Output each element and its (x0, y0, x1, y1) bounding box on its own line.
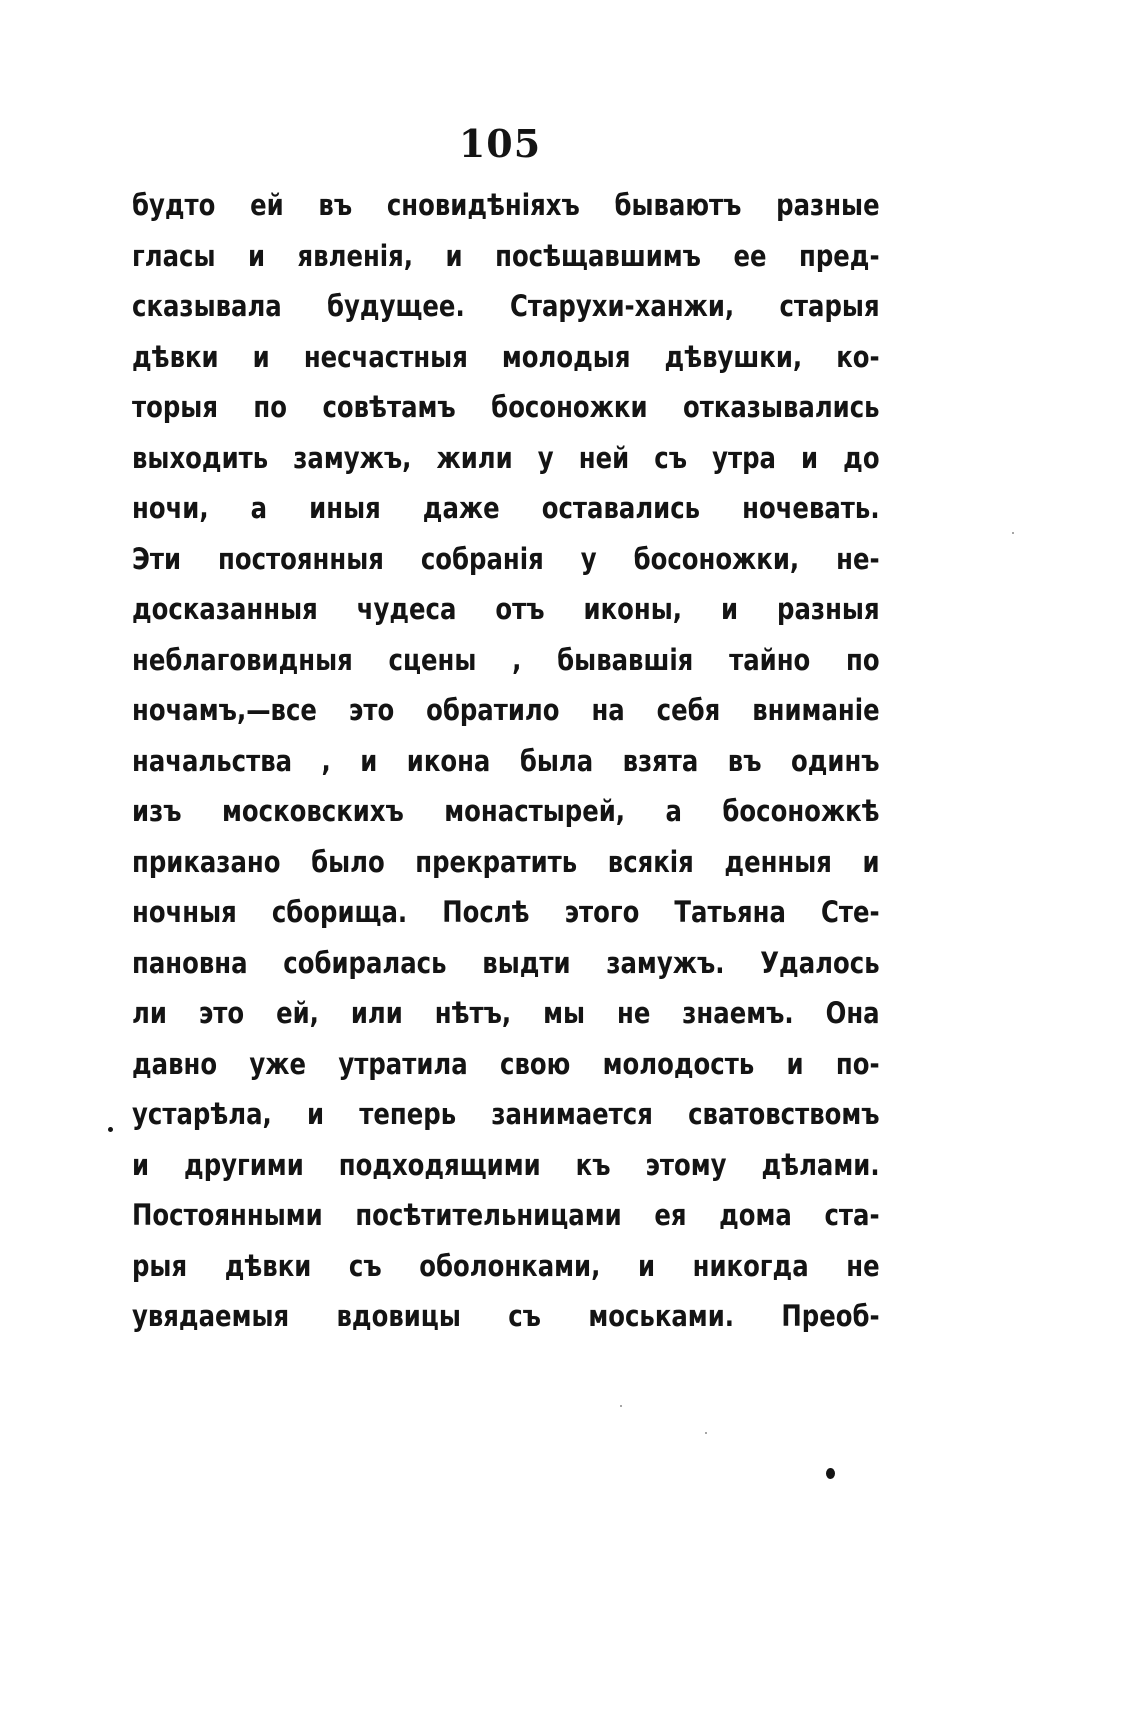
text-line: увядаемыя вдовицы съ моськами. Преоб- (132, 1299, 880, 1333)
text-line: гласы и явленія, и посѣщавшимъ ее пред- (132, 238, 880, 273)
text-line: сказывала будущее. Старухи-ханжи, старыя (132, 289, 880, 323)
text-line: досказанныя чудеса отъ иконы, и разныя (132, 592, 880, 626)
body-text (132, 180, 880, 1342)
paper-speck (705, 1432, 707, 1434)
text-line: и другими подходящими къ этому дѣлами. (132, 1147, 880, 1182)
text-line: будто ей въ сновидѣніяхъ бываютъ разные (132, 188, 880, 222)
text-line: неблаговидныя сцены , бывавшія тайно по (132, 642, 880, 677)
paper-speck (620, 1405, 622, 1407)
page-number: 105 (458, 121, 542, 166)
text-line: ночамъ,—все это обратило на себя вниманіе (132, 693, 880, 727)
paper-speck (1012, 532, 1014, 534)
text-line: Эти постоянныя собранія у босоножки, не- (132, 541, 880, 576)
text-line: начальства , и икона была взята въ одинъ (132, 743, 880, 778)
text-line: давно уже утратила свою молодость и по- (132, 1046, 880, 1081)
text-line: пановна собиралась выдти замужъ. Удалось (132, 945, 880, 980)
text-line: приказано было прекратить всякія денныя и (132, 844, 880, 879)
ink-dot (826, 1468, 835, 1479)
text-line: ночныя сборища. Послѣ этого Татьяна Сте- (132, 895, 880, 929)
text-line: устарѣла, и теперь занимается сватовствомъ (132, 1097, 880, 1131)
text-line: дѣвки и несчастныя молодыя дѣвушки, ко- (132, 339, 880, 374)
text-line: Постоянными посѣтительницами ея дома ста- (132, 1198, 880, 1232)
text-line: изъ московскихъ монастырей, а босоножкѣ (132, 794, 880, 828)
text-line: ли это ей, или нѣтъ, мы не знаемъ. Она (132, 996, 880, 1030)
text-line: рыя дѣвки съ оболонками, и никогда не (132, 1248, 880, 1283)
text-line: торыя по совѣтамъ босоножки отказывались (132, 390, 880, 424)
text-line: ночи, а иныя даже оставались ночевать. (132, 491, 880, 525)
ink-dot (108, 1127, 113, 1132)
text-line: выходить замужъ, жили у ней съ утра и до (132, 440, 880, 475)
